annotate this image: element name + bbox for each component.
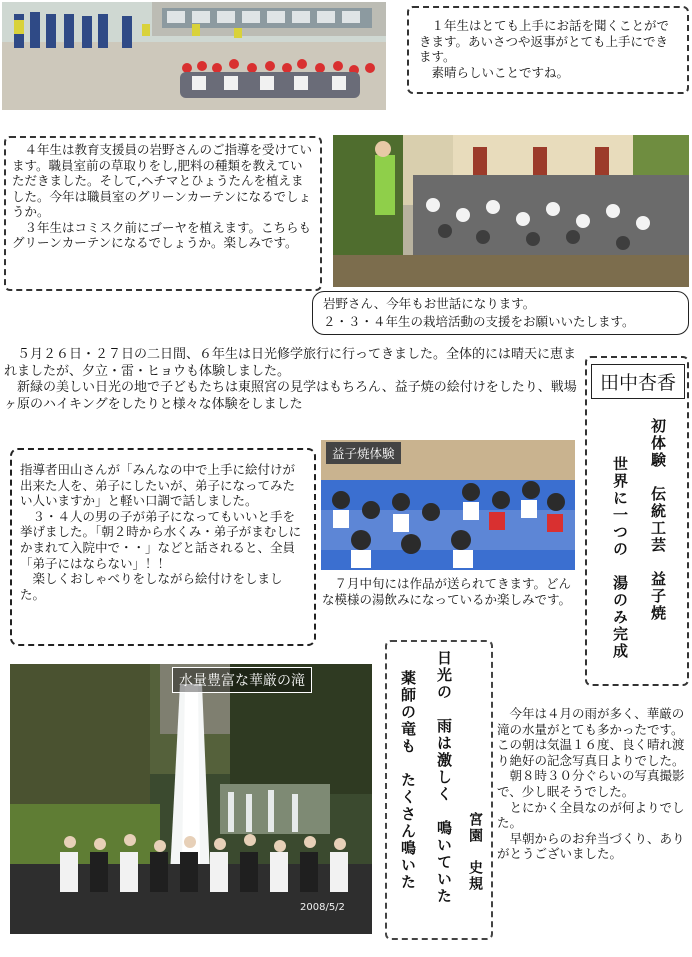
mashiko-after-block — [322, 576, 582, 630]
mashiko-note-box — [10, 448, 316, 646]
grade1-note-text: １年生はとても上手にお話を聞くことができます。あいさつや返事がとても上手にできます。 素晴らしいことですね。 — [419, 18, 670, 80]
author-box — [585, 356, 689, 686]
poem-line2: 薬師の竜も たくさん鳴いた — [399, 670, 417, 891]
author-name: 田中杏香 — [591, 364, 685, 399]
author-column2: 世界に一つの 湯のみ完成 — [611, 456, 629, 660]
trip-text: ５月２６日・２７日の二日間、６年生は日光修学旅行に行ってきました。全体的には晴天に恵まれましたが、夕立・雷・ヒョウも体験しました。 新緑の美しい日光の地で子どもたちは東照宮の見学はもちろん、益子焼の絵付けをしたり、戦場ヶ原のハイキングをしたりと様々な体験をしました — [4, 347, 577, 412]
grade1-note-box — [407, 6, 689, 94]
garden-note-box — [4, 136, 322, 291]
schoolyard-photo — [2, 2, 386, 110]
waterfall-note-block — [497, 706, 687, 938]
mashiko-note-text: 指導者田山さんが「みんなの中で上手に絵付けが出来た人を、弟子にしたいが、弟子になってみたい人いますか」と軽い口調で話しました。 ３・４人の男の子が弟子になってもいいと手を挙げました。「朝２時から水くみ・弟子がまむしにかまれて入院中で・・」などと話されると、全員「弟子にはならない」！！ 楽しくおしゃべりをしながら絵付けをしました。 — [20, 462, 302, 602]
trip-text-block — [4, 347, 578, 433]
garden-note-text: ４年生は教育支援員の岩野さんのご指導を受けています。職員室前の草取りをし,肥料の種類を教えていただきました。そして,ヘチマとひょうたんを植えました。今年は職員室のグリーンカーテンになるでしょうか。 ３年生はコミスク前にゴーヤを植えます。こちらもグリーンカーテンになるでしょうか。楽しみです。 — [12, 142, 313, 250]
waterfall-photo-label: 水量豊富な華厳の滝 — [172, 667, 312, 693]
waterfall-photo-date: 2008/5/2 — [300, 902, 345, 913]
garden-caption-line2: ２・３・４年生の栽培活動の支援をお願いいたします。 — [323, 314, 635, 329]
poem-author: 宮園 史規 — [467, 812, 483, 892]
mashiko-photo-label: 益子焼体験 — [326, 442, 401, 464]
garden-caption — [312, 291, 689, 335]
poem-box — [385, 640, 493, 940]
waterfall-note-text: 今年は４月の雨が多く、華厳の滝の水量がとても多かったです。この朝は気温１６度、良く晴れ渡り絶好の記念写真日よりでした。 朝８時３０分ぐらいの写真撮影で、少し眠そうでした。 とにかく全員なのが何よりでした。 早朝からのお弁当づくり、ありがとうございました。 — [497, 706, 685, 862]
waterfall-photo — [10, 664, 372, 934]
poem-line1: 日光の 雨は激しく 鳴いていた — [435, 650, 453, 905]
author-column1: 初体験 伝統工芸 益子焼 — [649, 418, 667, 622]
garden-caption-line1: 岩野さん、今年もお世話になります。 — [323, 296, 536, 311]
mashiko-after-text: ７月中旬には作品が送られてきます。どんな模様の湯飲みになっているか楽しみです。 — [322, 576, 572, 607]
garden-photo — [333, 135, 689, 287]
